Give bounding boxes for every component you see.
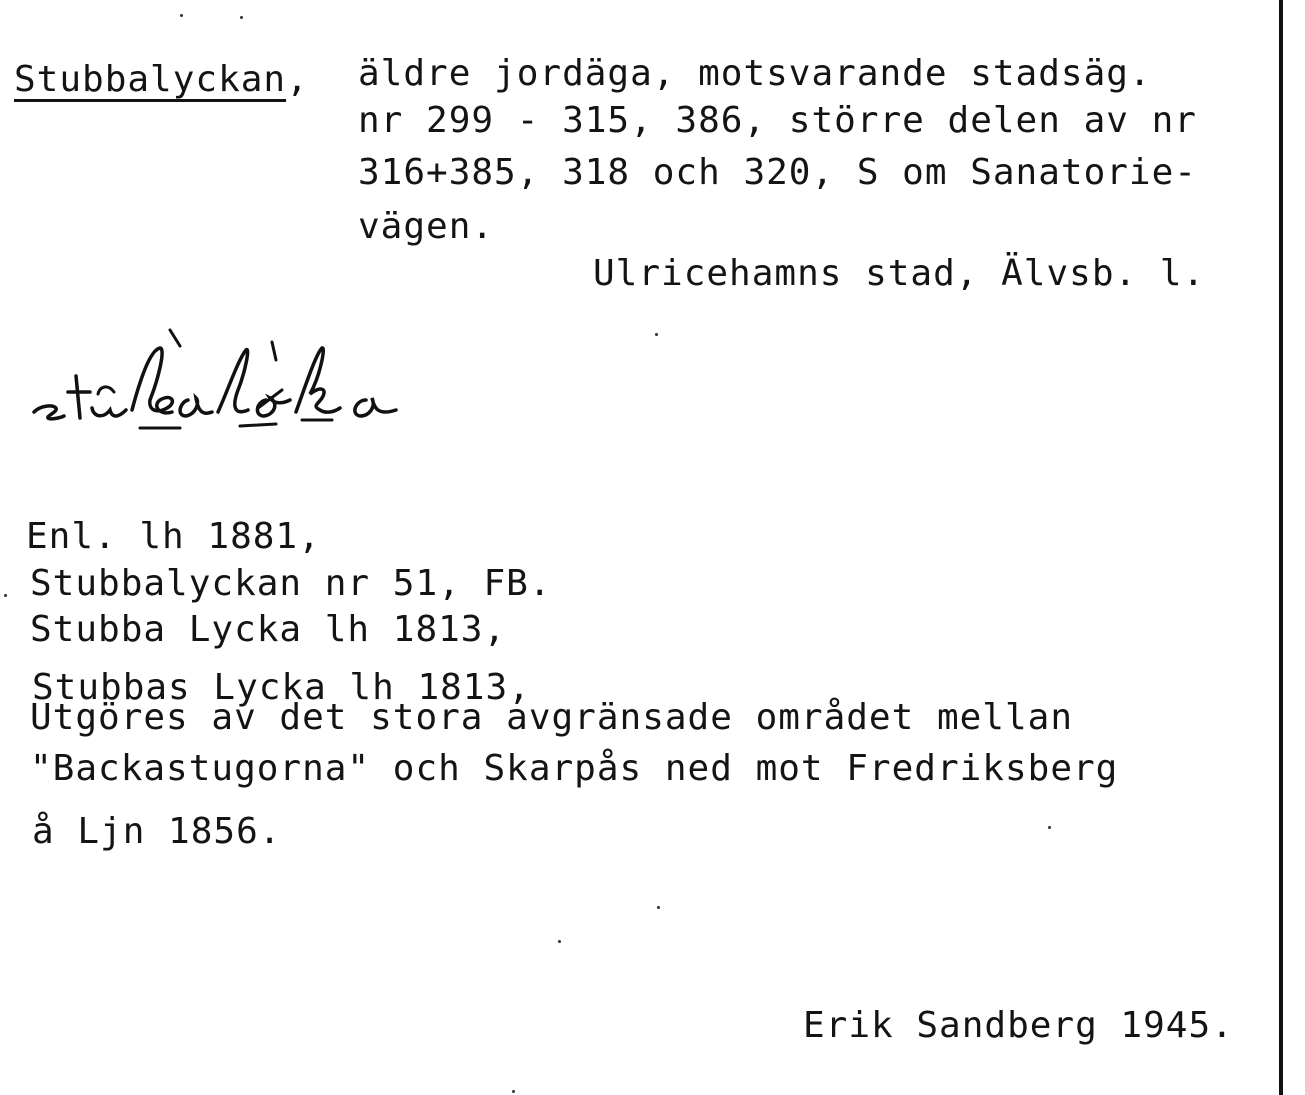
scan-speck	[240, 16, 243, 19]
location-line: Ulricehamns stad, Älvsb. l.	[593, 253, 1206, 294]
headword-comma: ,	[286, 59, 309, 100]
source-line: Stubba Lycka lh 1813,	[30, 609, 507, 650]
definition-line: vägen.	[358, 206, 495, 247]
description-line: "Backastugorna" och Skarpås ned mot Fredriksberg	[30, 748, 1119, 789]
scan-speck	[655, 333, 658, 336]
source-line: Stubbalyckan nr 51, FB.	[30, 563, 552, 604]
scan-speck	[4, 594, 7, 597]
scan-speck	[558, 940, 561, 943]
headword-line	[14, 59, 309, 100]
signature: Erik Sandberg 1945.	[803, 1005, 1234, 1046]
definition-line: 316+385, 318 och 320, S om Sanatorie-	[358, 152, 1197, 193]
scan-speck	[657, 906, 660, 909]
definition-line: äldre jordäga, motsvarande stadsäg.	[358, 53, 1152, 94]
description-line: å Ljn 1856.	[32, 811, 282, 852]
source-line: Enl. lh 1881,	[26, 516, 321, 557]
source-line: Stubbas Lycka lh 1813,	[32, 667, 531, 708]
headword: Stubbalyckan	[14, 59, 287, 100]
scan-speck	[512, 1090, 515, 1093]
handwritten-pronunciation	[20, 320, 620, 440]
definition-line: nr 299 - 315, 386, större delen av nr	[358, 100, 1197, 141]
card-edge-line	[1279, 0, 1283, 1095]
description-line: Utgöres av det stora avgränsade området mellan	[30, 697, 1073, 738]
scan-speck	[180, 14, 183, 17]
scan-speck	[1048, 826, 1051, 829]
